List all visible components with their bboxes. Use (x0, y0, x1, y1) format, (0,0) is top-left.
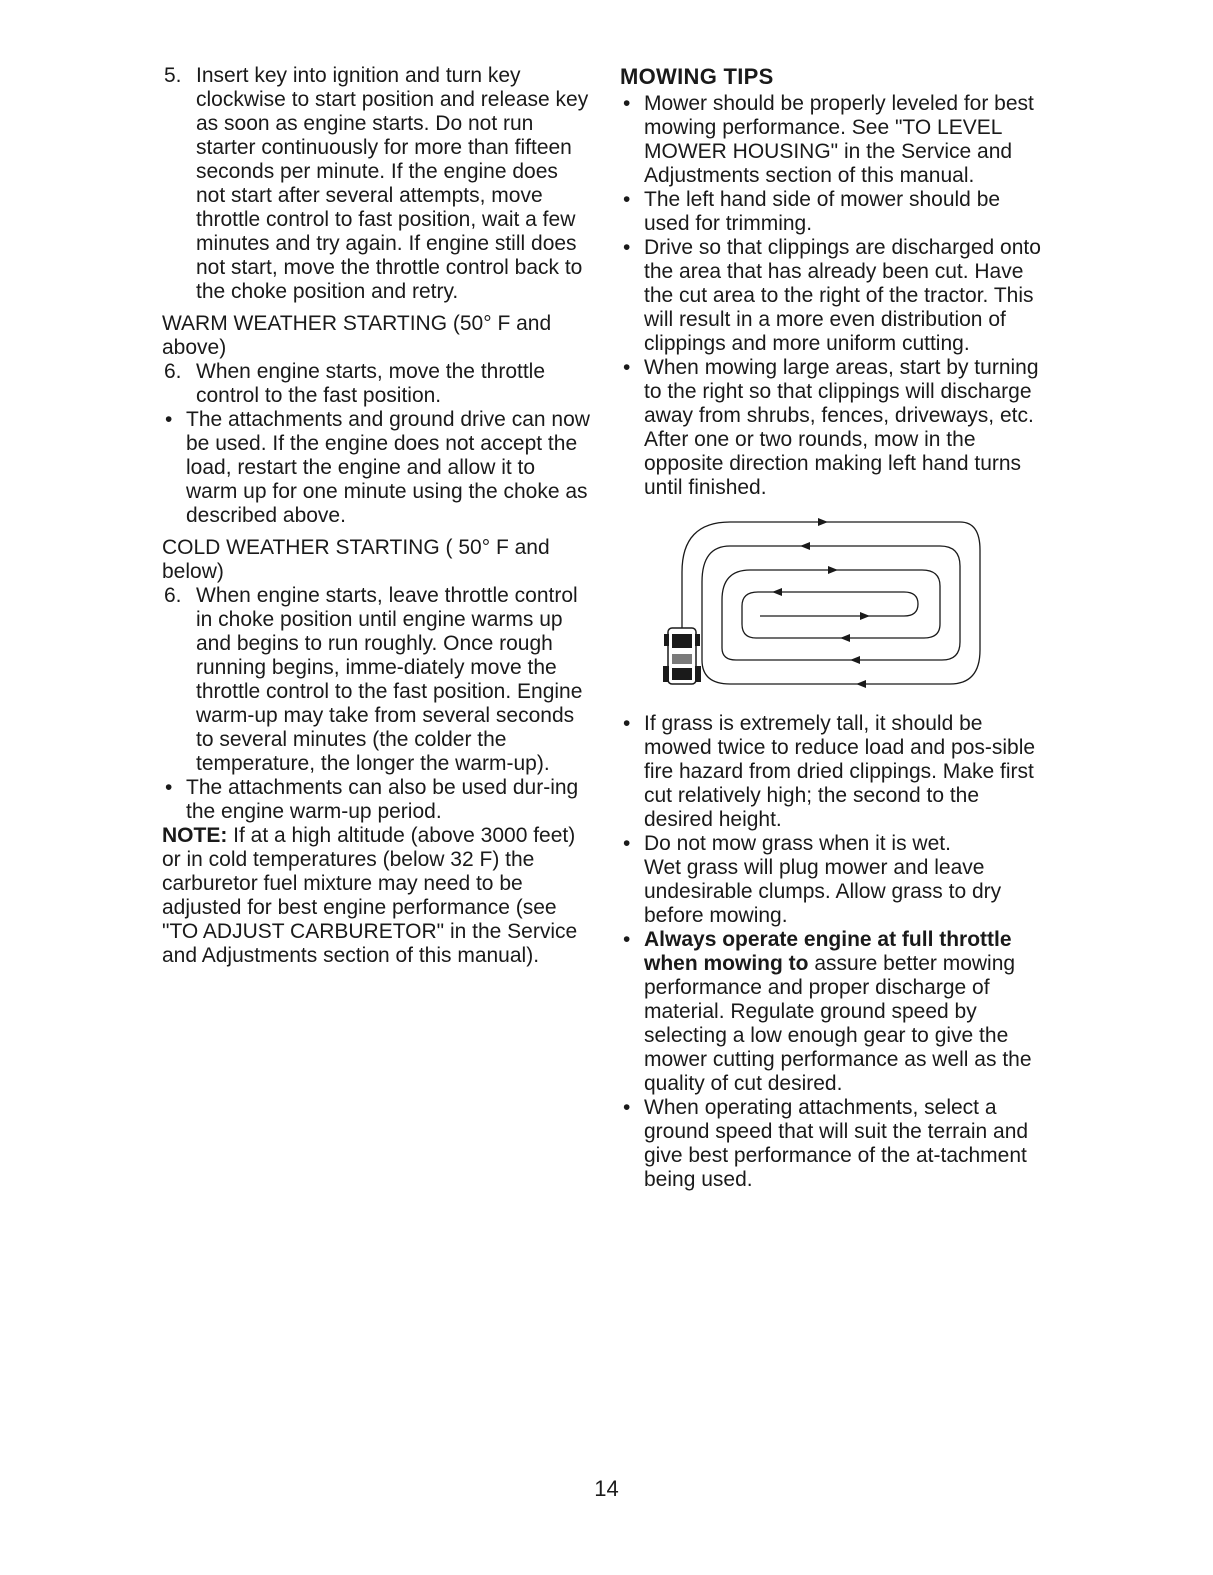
tip-item (620, 236, 1050, 356)
bullet-text: The attachments and ground drive can now be used. If the engine does not accept the load, restart the engine and allow it to warm up for one minute using the choke as described above. (186, 408, 590, 527)
tip-item (620, 928, 1050, 1096)
note-text: If at a high altitude (above 3000 feet) or in cold temperatures (below 32 F) the carburetor fuel mixture may need to be adjusted for best engine performance (see "TO ADJUST CARBURETOR" in the Service and Adjustments section of this manual). (162, 824, 578, 967)
cold-weather-heading: COLD WEATHER STARTING ( 50° F and below) (162, 536, 550, 583)
tip-item (620, 188, 1050, 236)
step-number: 5. (164, 64, 182, 87)
tip-item (620, 832, 1050, 928)
tip-text: When operating attachments, select a ground speed that will suit the terrain and give best performance of the at-tachment being used. (644, 1096, 1029, 1191)
bullet-icon: • (165, 408, 173, 431)
bullet-icon: • (623, 356, 631, 379)
bullet-text: The attachments can also be used dur-ing the engine warm-up period. (186, 776, 579, 823)
tip-text: assure better mowing performance and proper discharge of material. Regulate ground speed by selecting a low enough gear to give the mower cutting performance as well as the quality of cut desired. (644, 952, 1032, 1095)
tip-text: The left hand side of mower should be used for trimming. (644, 188, 1001, 235)
tip-text: Wet grass will plug mower and leave undesirable clumps. Allow grass to dry before mowing. (644, 856, 1002, 927)
tip-text: Mower should be properly leveled for best mowing performance. See "TO LEVEL MOWER HOUSING" in the Service and Adjustments section of this manual. (644, 92, 1034, 187)
note-paragraph (162, 824, 590, 968)
tip-bold-text: Always operate engine at full throttle when mowing to (644, 928, 1012, 975)
tip-text: If grass is extremely tall, it should be mowed twice to reduce load and pos-sible fire hazard from dried clippings. Make first cut relatively high; the second to the desired height. (644, 712, 1036, 831)
step-5 (162, 64, 590, 304)
bullet-icon: • (623, 92, 631, 115)
right-column (620, 64, 1050, 1192)
tip-item (620, 712, 1050, 832)
tip-text: When mowing large areas, start by turning to the right so that clippings will discharge away from shrubs, fences, driveways, etc. After one or two rounds, mow in the opposite direction making left hand turns until finished. (644, 356, 1039, 499)
note-label: NOTE: (162, 824, 228, 847)
lawn-tractor-icon (663, 628, 701, 684)
tip-item (620, 356, 1050, 500)
tip-item (620, 92, 1050, 188)
mowing-pattern-diagram (660, 510, 990, 694)
bullet-icon: • (623, 236, 631, 259)
cold-step-6 (162, 584, 590, 776)
mowing-tips-heading: MOWING TIPS (620, 64, 774, 89)
spiral-path (682, 522, 980, 684)
page-number: 14 (594, 1476, 619, 1501)
left-column (162, 64, 590, 968)
warm-bullet (162, 408, 590, 528)
step-text: Insert key into ignition and turn key clockwise to start position and release key as soon as engine starts. Do not run starter continuously for more than fifteen seconds per minute. If the engine does not start after several attempts, move throttle control to fast position, wait a few minutes and try again. If engine still does not start, move the throttle control back to the choke position and retry. (196, 64, 589, 303)
warm-weather-heading: WARM WEATHER STARTING (50° F and above) (162, 312, 552, 359)
bullet-icon: • (623, 712, 631, 735)
step-text: When engine starts, move the throttle control to the fast position. (196, 360, 546, 407)
bullet-icon: • (623, 832, 631, 855)
tip-item (620, 1096, 1050, 1192)
bullet-icon: • (165, 776, 173, 799)
step-number: 6. (164, 584, 182, 607)
bullet-icon: • (623, 1096, 631, 1119)
step-text: When engine starts, leave throttle control in choke position until engine warms up and begins to run roughly. Once rough running begins, imme-diately move the throttle control to the fast position. Engine warm-up may take from several seconds to several minutes (the colder the temperature, the longer the warm-up). (196, 584, 583, 775)
warm-step-6 (162, 360, 590, 408)
cold-bullet (162, 776, 590, 824)
step-number: 6. (164, 360, 182, 383)
bullet-icon: • (623, 928, 631, 951)
bullet-icon: • (623, 188, 631, 211)
tip-text: Drive so that clippings are discharged onto the area that has already been cut. Have the cut area to the right of the tractor. This will result in a more even distribution of clippings and more uniform cutting. (644, 236, 1041, 355)
direction-arrows (772, 518, 870, 688)
tip-text: Do not mow grass when it is wet. (644, 832, 951, 855)
